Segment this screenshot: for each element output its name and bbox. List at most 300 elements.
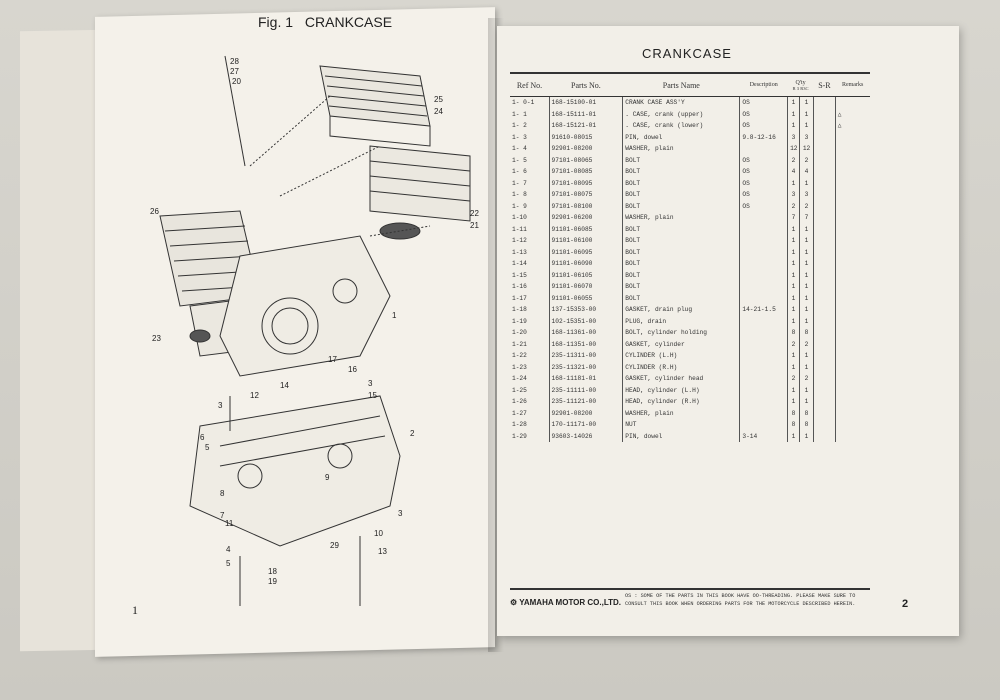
svg-text:9: 9 [325, 473, 330, 482]
cell-name: GASKET, cylinder [623, 339, 740, 351]
svg-text:3: 3 [368, 379, 373, 388]
cell-rem [835, 293, 870, 305]
cell-parts-no: 168-15121-01 [549, 120, 623, 132]
cell-sr [814, 247, 836, 259]
svg-text:20: 20 [232, 77, 241, 86]
table-row [510, 212, 870, 224]
cell-sr [814, 293, 836, 305]
cell-q1: 1 [788, 362, 800, 374]
cell-rem [835, 224, 870, 236]
cell-desc [740, 362, 788, 374]
cell-q2: 12 [799, 143, 813, 155]
cell-rem [835, 132, 870, 144]
table-row [510, 316, 870, 328]
cell-rem [835, 166, 870, 178]
cell-ref: 1- 2 [512, 122, 527, 130]
svg-text:10: 10 [374, 529, 383, 538]
cell-sr [814, 97, 836, 109]
cell-ref: 1-25 [512, 386, 527, 394]
cell-rem [835, 97, 870, 109]
cell-parts-no: 235-11311-00 [549, 350, 623, 362]
header-q1: R 3 [792, 85, 800, 91]
cell-q2: 8 [799, 419, 813, 431]
cell-q2: 1 [799, 109, 813, 121]
cell-rem [835, 385, 870, 397]
cell-q2: 2 [799, 155, 813, 167]
brand-name: YAMAHA MOTOR CO.,LTD. [519, 598, 622, 607]
cell-q1: 1 [788, 304, 800, 316]
cell-ref: 1-23 [512, 363, 527, 371]
cell-sr [814, 339, 836, 351]
table-row [510, 431, 870, 443]
cell-ref: 1- 5 [512, 156, 527, 164]
cell-desc [740, 270, 788, 282]
header-parts-name: Parts Name [623, 74, 740, 97]
cell-parts-no: 97101-08075 [549, 189, 623, 201]
cell-q2: 1 [799, 258, 813, 270]
cell-sr [814, 270, 836, 282]
cell-name: BOLT [623, 178, 740, 190]
cell-sr [814, 431, 836, 443]
svg-text:5: 5 [205, 443, 210, 452]
cell-q2: 8 [799, 408, 813, 420]
cell-q2: 1 [799, 235, 813, 247]
cell-name: CRANK CASE ASS'Y [623, 97, 740, 109]
table-row [510, 350, 870, 362]
cell-parts-no: 102-15351-00 [549, 316, 623, 328]
svg-text:28: 28 [230, 57, 239, 66]
cell-name: CYLINDER (R.H) [623, 362, 740, 374]
header-parts-no: Parts No. [549, 74, 623, 97]
cell-name: . CASE, crank (upper) [623, 109, 740, 121]
cell-rem [835, 327, 870, 339]
exploded-crankcase-diagram [130, 36, 479, 616]
crankcase-upper-drawing [220, 236, 390, 376]
svg-text:16: 16 [348, 365, 357, 374]
cell-q2: 1 [799, 281, 813, 293]
cell-sr [814, 362, 836, 374]
cell-q1: 1 [788, 178, 800, 190]
svg-text:5: 5 [226, 559, 231, 568]
cell-rem [835, 362, 870, 374]
cell-parts-no: 91101-06085 [549, 224, 623, 236]
parts-table-body [510, 97, 870, 443]
svg-text:22: 22 [470, 209, 479, 218]
cell-q1: 12 [788, 143, 800, 155]
table-row [510, 166, 870, 178]
page-footer [510, 588, 870, 607]
cell-q1: 1 [788, 224, 800, 236]
cell-desc [740, 143, 788, 155]
cell-name: BOLT [623, 258, 740, 270]
cell-q1: 1 [788, 235, 800, 247]
cell-ref: 1-24 [512, 375, 527, 383]
svg-text:13: 13 [378, 547, 387, 556]
cell-desc [740, 350, 788, 362]
cell-parts-no: 168-15100-01 [549, 97, 623, 109]
cell-desc: 3-14 [740, 431, 788, 443]
cell-parts-no: 97101-08065 [549, 155, 623, 167]
cell-desc: 14-21-1.5 [740, 304, 788, 316]
cell-ref: 1-20 [512, 329, 527, 337]
cell-name: PIN, dowel [623, 132, 740, 144]
cell-q1: 2 [788, 339, 800, 351]
table-row [510, 247, 870, 259]
cell-sr [814, 212, 836, 224]
svg-text:8: 8 [220, 489, 225, 498]
table-row [510, 281, 870, 293]
cell-name: GASKET, cylinder head [623, 373, 740, 385]
cell-q1: 1 [788, 270, 800, 282]
cell-sr [814, 258, 836, 270]
cell-ref: 1-10 [512, 214, 527, 222]
cell-ref: 1- 1 [512, 110, 527, 118]
cell-name: BOLT [623, 224, 740, 236]
table-row [510, 235, 870, 247]
cell-ref: 1- 9 [512, 202, 527, 210]
svg-text:29: 29 [330, 541, 339, 550]
cell-sr [814, 316, 836, 328]
cell-desc: OS [740, 109, 788, 121]
table-row [510, 327, 870, 339]
cell-sr [814, 155, 836, 167]
cell-q2: 2 [799, 373, 813, 385]
cell-q1: 1 [788, 396, 800, 408]
cell-name: HEAD, cylinder (R.H) [623, 396, 740, 408]
cell-sr [814, 109, 836, 121]
cell-sr [814, 385, 836, 397]
cell-q1: 8 [788, 327, 800, 339]
cell-name: . CASE, crank (lower) [623, 120, 740, 132]
cell-rem: △ [835, 109, 870, 121]
cell-q1: 2 [788, 155, 800, 167]
cell-ref: 1- 3 [512, 133, 527, 141]
header-description: Description [740, 74, 788, 97]
cell-q2: 1 [799, 362, 813, 374]
cell-parts-no: 91101-06100 [549, 235, 623, 247]
cell-desc: OS [740, 155, 788, 167]
svg-text:6: 6 [200, 433, 205, 442]
cell-q2: 3 [799, 132, 813, 144]
cell-q2: 3 [799, 189, 813, 201]
cell-q1: 1 [788, 258, 800, 270]
cell-q2: 1 [799, 304, 813, 316]
cell-desc [740, 327, 788, 339]
cell-q1: 1 [788, 385, 800, 397]
cell-rem [835, 419, 870, 431]
cell-q1: 1 [788, 293, 800, 305]
svg-text:26: 26 [150, 207, 159, 216]
cell-sr [814, 178, 836, 190]
cell-sr [814, 201, 836, 213]
cell-ref: 1-28 [512, 421, 527, 429]
cell-name: BOLT [623, 155, 740, 167]
cell-ref: 1- 6 [512, 168, 527, 176]
cell-rem [835, 431, 870, 443]
cell-rem [835, 316, 870, 328]
cell-sr [814, 143, 836, 155]
right-page-number: 2 [902, 598, 909, 610]
cell-rem [835, 143, 870, 155]
cylinder-head-right-drawing [320, 66, 430, 146]
cell-parts-no: 168-11181-01 [549, 373, 623, 385]
cell-q1: 8 [788, 419, 800, 431]
cell-ref: 1-15 [512, 271, 527, 279]
cell-name: BOLT [623, 235, 740, 247]
cell-parts-no: 93603-14026 [549, 431, 623, 443]
cell-parts-no: 170-11171-00 [549, 419, 623, 431]
cell-sr [814, 235, 836, 247]
table-row [510, 120, 870, 132]
cell-ref: 1-26 [512, 398, 527, 406]
cell-name: BOLT [623, 270, 740, 282]
cell-ref: 1-29 [512, 432, 527, 440]
cell-ref: 1-27 [512, 409, 527, 417]
svg-text:15: 15 [368, 391, 377, 400]
cell-q2: 4 [799, 166, 813, 178]
cell-desc [740, 224, 788, 236]
cell-ref: 1-17 [512, 294, 527, 302]
table-row [510, 373, 870, 385]
svg-text:24: 24 [434, 107, 443, 116]
svg-text:3: 3 [218, 401, 223, 410]
parts-table-wrapper [510, 72, 870, 590]
svg-text:18: 18 [268, 567, 277, 576]
cell-desc: OS [740, 201, 788, 213]
cell-q1: 1 [788, 431, 800, 443]
cell-q2: 1 [799, 385, 813, 397]
table-row [510, 304, 870, 316]
table-header-row [510, 74, 870, 97]
cell-sr [814, 224, 836, 236]
cell-name: NUT [623, 419, 740, 431]
cell-sr [814, 281, 836, 293]
table-row [510, 270, 870, 282]
parts-table [510, 74, 870, 442]
left-page-number: 1 [132, 603, 138, 617]
table-row [510, 189, 870, 201]
cell-rem [835, 212, 870, 224]
cell-parts-no: 97101-08095 [549, 178, 623, 190]
cell-ref: 1- 0-1 [512, 99, 535, 107]
header-qty-label: Q'ty [795, 79, 806, 86]
table-row [510, 132, 870, 144]
cell-desc: OS [740, 166, 788, 178]
cell-rem [835, 189, 870, 201]
cell-q2: 1 [799, 293, 813, 305]
cell-rem [835, 304, 870, 316]
cell-desc [740, 212, 788, 224]
svg-text:4: 4 [226, 545, 231, 554]
cell-q2: 1 [799, 97, 813, 109]
table-row [510, 293, 870, 305]
svg-text:23: 23 [152, 334, 161, 343]
figure-name: CRANKCASE [304, 14, 393, 30]
table-row [510, 385, 870, 397]
cell-ref: 1- 8 [512, 191, 527, 199]
cell-desc [740, 408, 788, 420]
cell-rem [835, 178, 870, 190]
cell-desc: OS [740, 178, 788, 190]
cell-desc [740, 293, 788, 305]
cell-sr [814, 132, 836, 144]
cell-q1: 1 [788, 316, 800, 328]
cell-name: GASKET, drain plug [623, 304, 740, 316]
parts-list-title: CRANKCASE [642, 46, 732, 61]
cell-desc: OS [740, 189, 788, 201]
cell-name: WASHER, plain [623, 408, 740, 420]
cell-parts-no: 91101-06070 [549, 281, 623, 293]
cell-name: HEAD, cylinder (L.H) [623, 385, 740, 397]
cell-sr [814, 304, 836, 316]
table-row [510, 97, 870, 109]
cell-name: CYLINDER (L.H) [623, 350, 740, 362]
cell-desc [740, 258, 788, 270]
cell-sr [814, 419, 836, 431]
cell-rem [835, 258, 870, 270]
crankcase-lower-drawing [190, 396, 400, 546]
cell-rem [835, 350, 870, 362]
cell-desc [740, 235, 788, 247]
cell-name: WASHER, plain [623, 143, 740, 155]
cell-ref: 1- 4 [512, 145, 527, 153]
cell-parts-no: 235-11111-00 [549, 385, 623, 397]
header-qty-subs [788, 86, 814, 91]
cell-q2: 2 [799, 339, 813, 351]
cell-name: PIN, dowel [623, 431, 740, 443]
cell-q2: 1 [799, 316, 813, 328]
cell-q1: 3 [788, 132, 800, 144]
svg-text:25: 25 [434, 95, 443, 104]
cell-name: BOLT [623, 201, 740, 213]
cell-q2: 2 [799, 201, 813, 213]
table-row [510, 201, 870, 213]
svg-text:12: 12 [250, 391, 259, 400]
table-row [510, 362, 870, 374]
cell-ref: 1-13 [512, 248, 527, 256]
cell-rem [835, 235, 870, 247]
cell-ref: 1-22 [512, 352, 527, 360]
table-row [510, 258, 870, 270]
cell-name: BOLT [623, 189, 740, 201]
svg-text:27: 27 [230, 67, 239, 76]
cell-sr [814, 373, 836, 385]
cell-name: BOLT [623, 281, 740, 293]
cell-sr [814, 396, 836, 408]
table-row [510, 109, 870, 121]
cell-sr [814, 408, 836, 420]
header-remarks: Remarks [835, 74, 870, 97]
cell-rem: △ [835, 120, 870, 132]
yamaha-logo-text [510, 598, 621, 607]
cell-ref: 1-21 [512, 340, 527, 348]
cell-name: BOLT [623, 293, 740, 305]
cell-rem [835, 396, 870, 408]
cell-parts-no: 91101-06090 [549, 258, 623, 270]
cell-parts-no: 91101-06055 [549, 293, 623, 305]
cell-q1: 1 [788, 97, 800, 109]
cell-parts-no: 91101-06105 [549, 270, 623, 282]
table-row [510, 419, 870, 431]
cell-q1: 3 [788, 189, 800, 201]
svg-text:7: 7 [220, 511, 225, 520]
cell-sr [814, 327, 836, 339]
cell-q1: 1 [788, 109, 800, 121]
cell-parts-no: 137-15353-00 [549, 304, 623, 316]
cell-sr [814, 166, 836, 178]
cell-rem [835, 408, 870, 420]
svg-text:21: 21 [470, 221, 479, 230]
cell-parts-no: 97101-08085 [549, 166, 623, 178]
header-ref: Ref No. [510, 74, 549, 97]
cell-parts-no: 92901-08200 [549, 143, 623, 155]
cell-sr [814, 350, 836, 362]
cell-q2: 8 [799, 327, 813, 339]
svg-text:3: 3 [398, 509, 403, 518]
cell-desc [740, 396, 788, 408]
cell-q1: 2 [788, 201, 800, 213]
header-q2: R3C [800, 85, 809, 91]
cell-ref: 1- 7 [512, 179, 527, 187]
cell-rem [835, 270, 870, 282]
table-row [510, 178, 870, 190]
cell-name: PLUG, drain [623, 316, 740, 328]
cell-parts-no: 91101-06095 [549, 247, 623, 259]
cell-parts-no: 168-11361-00 [549, 327, 623, 339]
cell-ref: 1-12 [512, 237, 527, 245]
cell-q1: 4 [788, 166, 800, 178]
cell-ref: 1-19 [512, 317, 527, 325]
cell-q2: 1 [799, 247, 813, 259]
cell-q1: 1 [788, 247, 800, 259]
cell-parts-no: 168-15111-01 [549, 109, 623, 121]
cell-ref: 1-14 [512, 260, 527, 268]
cell-rem [835, 201, 870, 213]
cell-parts-no: 235-11321-00 [549, 362, 623, 374]
cell-ref: 1-18 [512, 306, 527, 314]
table-row [510, 339, 870, 351]
cell-q1: 1 [788, 120, 800, 132]
cell-ref: 1-11 [512, 225, 527, 233]
cylinder-right-drawing [370, 146, 470, 239]
footer-note: OS : SOME OF THE PARTS IN THIS BOOK HAVE OO-THREADING. PLEASE MAKE SURE TO CONSULT THIS BOOK WHEN ORDERING PARTS FOR THE MOTORCYCLE DESCRIBED HEREIN. [625, 593, 856, 607]
cell-desc [740, 339, 788, 351]
cell-name: BOLT [623, 166, 740, 178]
table-row [510, 224, 870, 236]
cell-parts-no: 92901-08200 [549, 408, 623, 420]
cell-q1: 7 [788, 212, 800, 224]
cell-desc [740, 247, 788, 259]
cell-desc: OS [740, 120, 788, 132]
tuning-fork-icon: ⚙ [510, 598, 518, 607]
svg-text:2: 2 [410, 429, 415, 438]
cell-desc [740, 281, 788, 293]
cell-name: BOLT, cylinder holding [623, 327, 740, 339]
table-row [510, 155, 870, 167]
header-sr: S-R [814, 74, 836, 97]
cell-parts-no: 235-11121-00 [549, 396, 623, 408]
cell-name: BOLT [623, 247, 740, 259]
cell-parts-no: 92901-06200 [549, 212, 623, 224]
svg-text:17: 17 [328, 355, 337, 364]
cell-desc [740, 385, 788, 397]
cell-q1: 1 [788, 281, 800, 293]
cell-desc: OS [740, 97, 788, 109]
header-qty [788, 74, 814, 97]
cell-q1: 2 [788, 373, 800, 385]
table-row [510, 408, 870, 420]
cell-q2: 1 [799, 270, 813, 282]
